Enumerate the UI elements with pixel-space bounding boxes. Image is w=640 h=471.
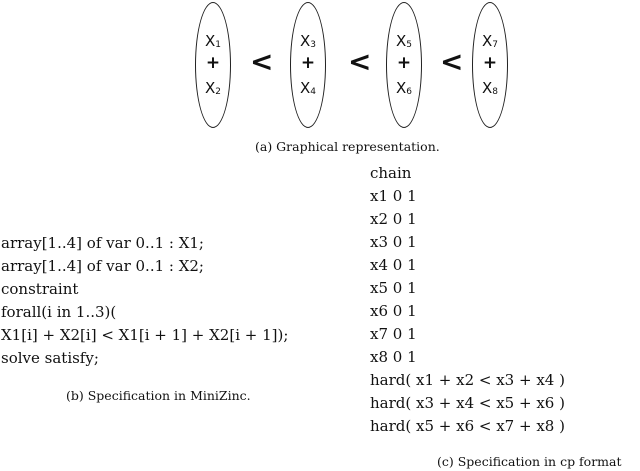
code-line: x8 0 1 — [370, 348, 417, 366]
variable-label: $X_2$ — [204, 79, 221, 97]
less-than-sign: < — [440, 45, 464, 78]
code-line: solve satisfy; — [1, 349, 99, 367]
variable-label: $X_4$ — [299, 79, 316, 97]
variable-label: $X_7$ — [481, 32, 498, 50]
variable-group-ellipse — [195, 2, 231, 128]
code-line: array[1..4] of var 0..1 : X1; — [1, 234, 204, 252]
code-line: hard( x1 + x2 < x3 + x4 ) — [370, 371, 565, 389]
code-line: constraint — [1, 280, 79, 298]
code-line: x1 0 1 — [370, 187, 417, 205]
code-line: x2 0 1 — [370, 210, 417, 228]
code-line: x6 0 1 — [370, 302, 417, 320]
code-line: hard( x3 + x4 < x5 + x6 ) — [370, 394, 565, 412]
code-line: forall(i in 1..3)( — [1, 303, 117, 321]
code-line: array[1..4] of var 0..1 : X2; — [1, 257, 204, 275]
less-than-sign: < — [250, 45, 274, 78]
figure-c-caption: (c) Specification in cp format — [437, 454, 622, 469]
figure-b-caption: (b) Specification in MiniZinc. — [66, 388, 251, 403]
code-line: hard( x5 + x6 < x7 + x8 ) — [370, 417, 565, 435]
variable-label: $X_6$ — [395, 79, 412, 97]
variable-label: $X_8$ — [481, 79, 498, 97]
variable-label: $X_3$ — [299, 32, 316, 50]
code-line: x4 0 1 — [370, 256, 417, 274]
code-line: x7 0 1 — [370, 325, 417, 343]
figure-a-caption: (a) Graphical representation. — [255, 139, 440, 154]
variable-group-ellipse — [290, 2, 326, 128]
plus-sign: + — [205, 53, 221, 73]
variable-group-ellipse — [386, 2, 422, 128]
variable-label: $X_1$ — [204, 32, 221, 50]
plus-sign: + — [300, 53, 316, 73]
variable-group-ellipse — [472, 2, 508, 128]
code-line: chain — [370, 164, 412, 182]
code-line: x5 0 1 — [370, 279, 417, 297]
variable-label: $X_5$ — [395, 32, 412, 50]
plus-sign: + — [396, 53, 412, 73]
code-line: X1[i] + X2[i] < X1[i + 1] + X2[i + 1]); — [1, 326, 289, 344]
code-line: x3 0 1 — [370, 233, 417, 251]
less-than-sign: < — [348, 45, 372, 78]
plus-sign: + — [482, 53, 498, 73]
